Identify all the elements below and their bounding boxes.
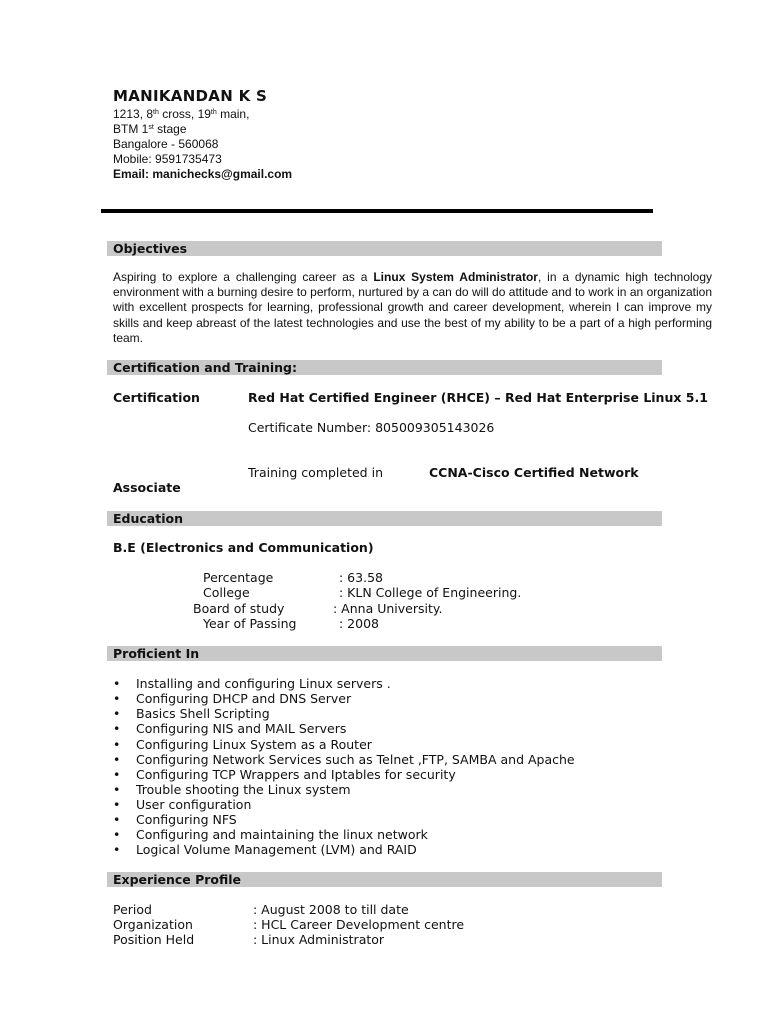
candidate-name: MANIKANDAN K S (113, 87, 268, 105)
experience-label: Position Held (113, 932, 195, 947)
education-value: : Anna University. (333, 601, 443, 616)
email-address: Email: manichecks@gmail.com (113, 167, 293, 181)
experience-heading: Experience Profile (113, 872, 242, 887)
list-item: • Configuring and maintaining the linux network (113, 827, 428, 842)
experience-label: Period (113, 902, 152, 917)
list-item: • Configuring DHCP and DNS Server (113, 691, 352, 706)
proficient-heading-band (107, 646, 662, 661)
certification-heading-band (107, 360, 662, 375)
list-item: • Configuring NFS (113, 812, 237, 827)
certificate-number: Certificate Number: 805009305143026 (248, 420, 495, 435)
address-line-2: BTM 1st stage (113, 122, 187, 136)
experience-value: : August 2008 to till date (253, 902, 409, 917)
list-item: • Configuring TCP Wrappers and Iptables for security (113, 767, 456, 782)
education-label: Board of study (193, 601, 285, 616)
education-label: College (203, 585, 250, 600)
list-item: • Configuring NIS and MAIL Servers (113, 721, 347, 736)
address-city: Bangalore - 560068 (113, 137, 219, 151)
proficient-heading: Proficient In (113, 646, 200, 661)
training-label: Training completed in (248, 465, 383, 480)
certification-heading: Certification and Training: (113, 360, 297, 375)
education-heading-band (107, 511, 662, 526)
certification-label: Certification (113, 390, 200, 405)
education-label: Year of Passing (203, 616, 297, 631)
education-label: Percentage (203, 570, 274, 585)
education-value: : KLN College of Engineering. (339, 585, 522, 600)
list-item: • Configuring Network Services such as Telnet ,FTP, SAMBA and Apache (113, 752, 575, 767)
education-heading: Education (113, 511, 183, 526)
list-item: • Basics Shell Scripting (113, 706, 270, 721)
list-item: • Configuring Linux System as a Router (113, 737, 372, 752)
training-value: CCNA-Cisco Certified Network (429, 465, 639, 480)
degree: B.E (Electronics and Communication) (113, 540, 374, 555)
experience-value: : Linux Administrator (253, 932, 385, 947)
address-line-1: 1213, 8th cross, 19th main, (113, 107, 250, 121)
list-item: • User configuration (113, 797, 252, 812)
list-item: • Logical Volume Management (LVM) and RAID (113, 842, 417, 857)
education-value: : 63.58 (339, 570, 383, 585)
mobile-number: Mobile: 9591735473 (113, 152, 222, 166)
certification-title: Red Hat Certified Engineer (RHCE) – Red Hat Enterprise Linux 5.1 (248, 390, 708, 405)
education-value: : 2008 (339, 616, 379, 631)
experience-value: : HCL Career Development centre (253, 917, 465, 932)
objectives-heading-band (107, 241, 662, 256)
experience-heading-band (107, 872, 662, 887)
objective-text: Aspiring to explore a challenging career as a Linux System Administrator, in a dynamic high technology environment with a burning desire to perform, nurtured by a can do will do attitude and to work in an organization with excellent prospects for learning, professional growth and career development, wherein I can improve my skills and keep abreast of the latest technologies and use the best of my ability to be a part of a high performing team. (113, 270, 713, 345)
list-item: • Trouble shooting the Linux system (113, 782, 351, 797)
experience-label: Organization (113, 917, 193, 932)
training-value-continued: Associate (113, 480, 181, 495)
list-item: • Installing and configuring Linux servers . (113, 676, 391, 691)
header-divider (101, 209, 653, 213)
objectives-heading: Objectives (113, 241, 188, 256)
